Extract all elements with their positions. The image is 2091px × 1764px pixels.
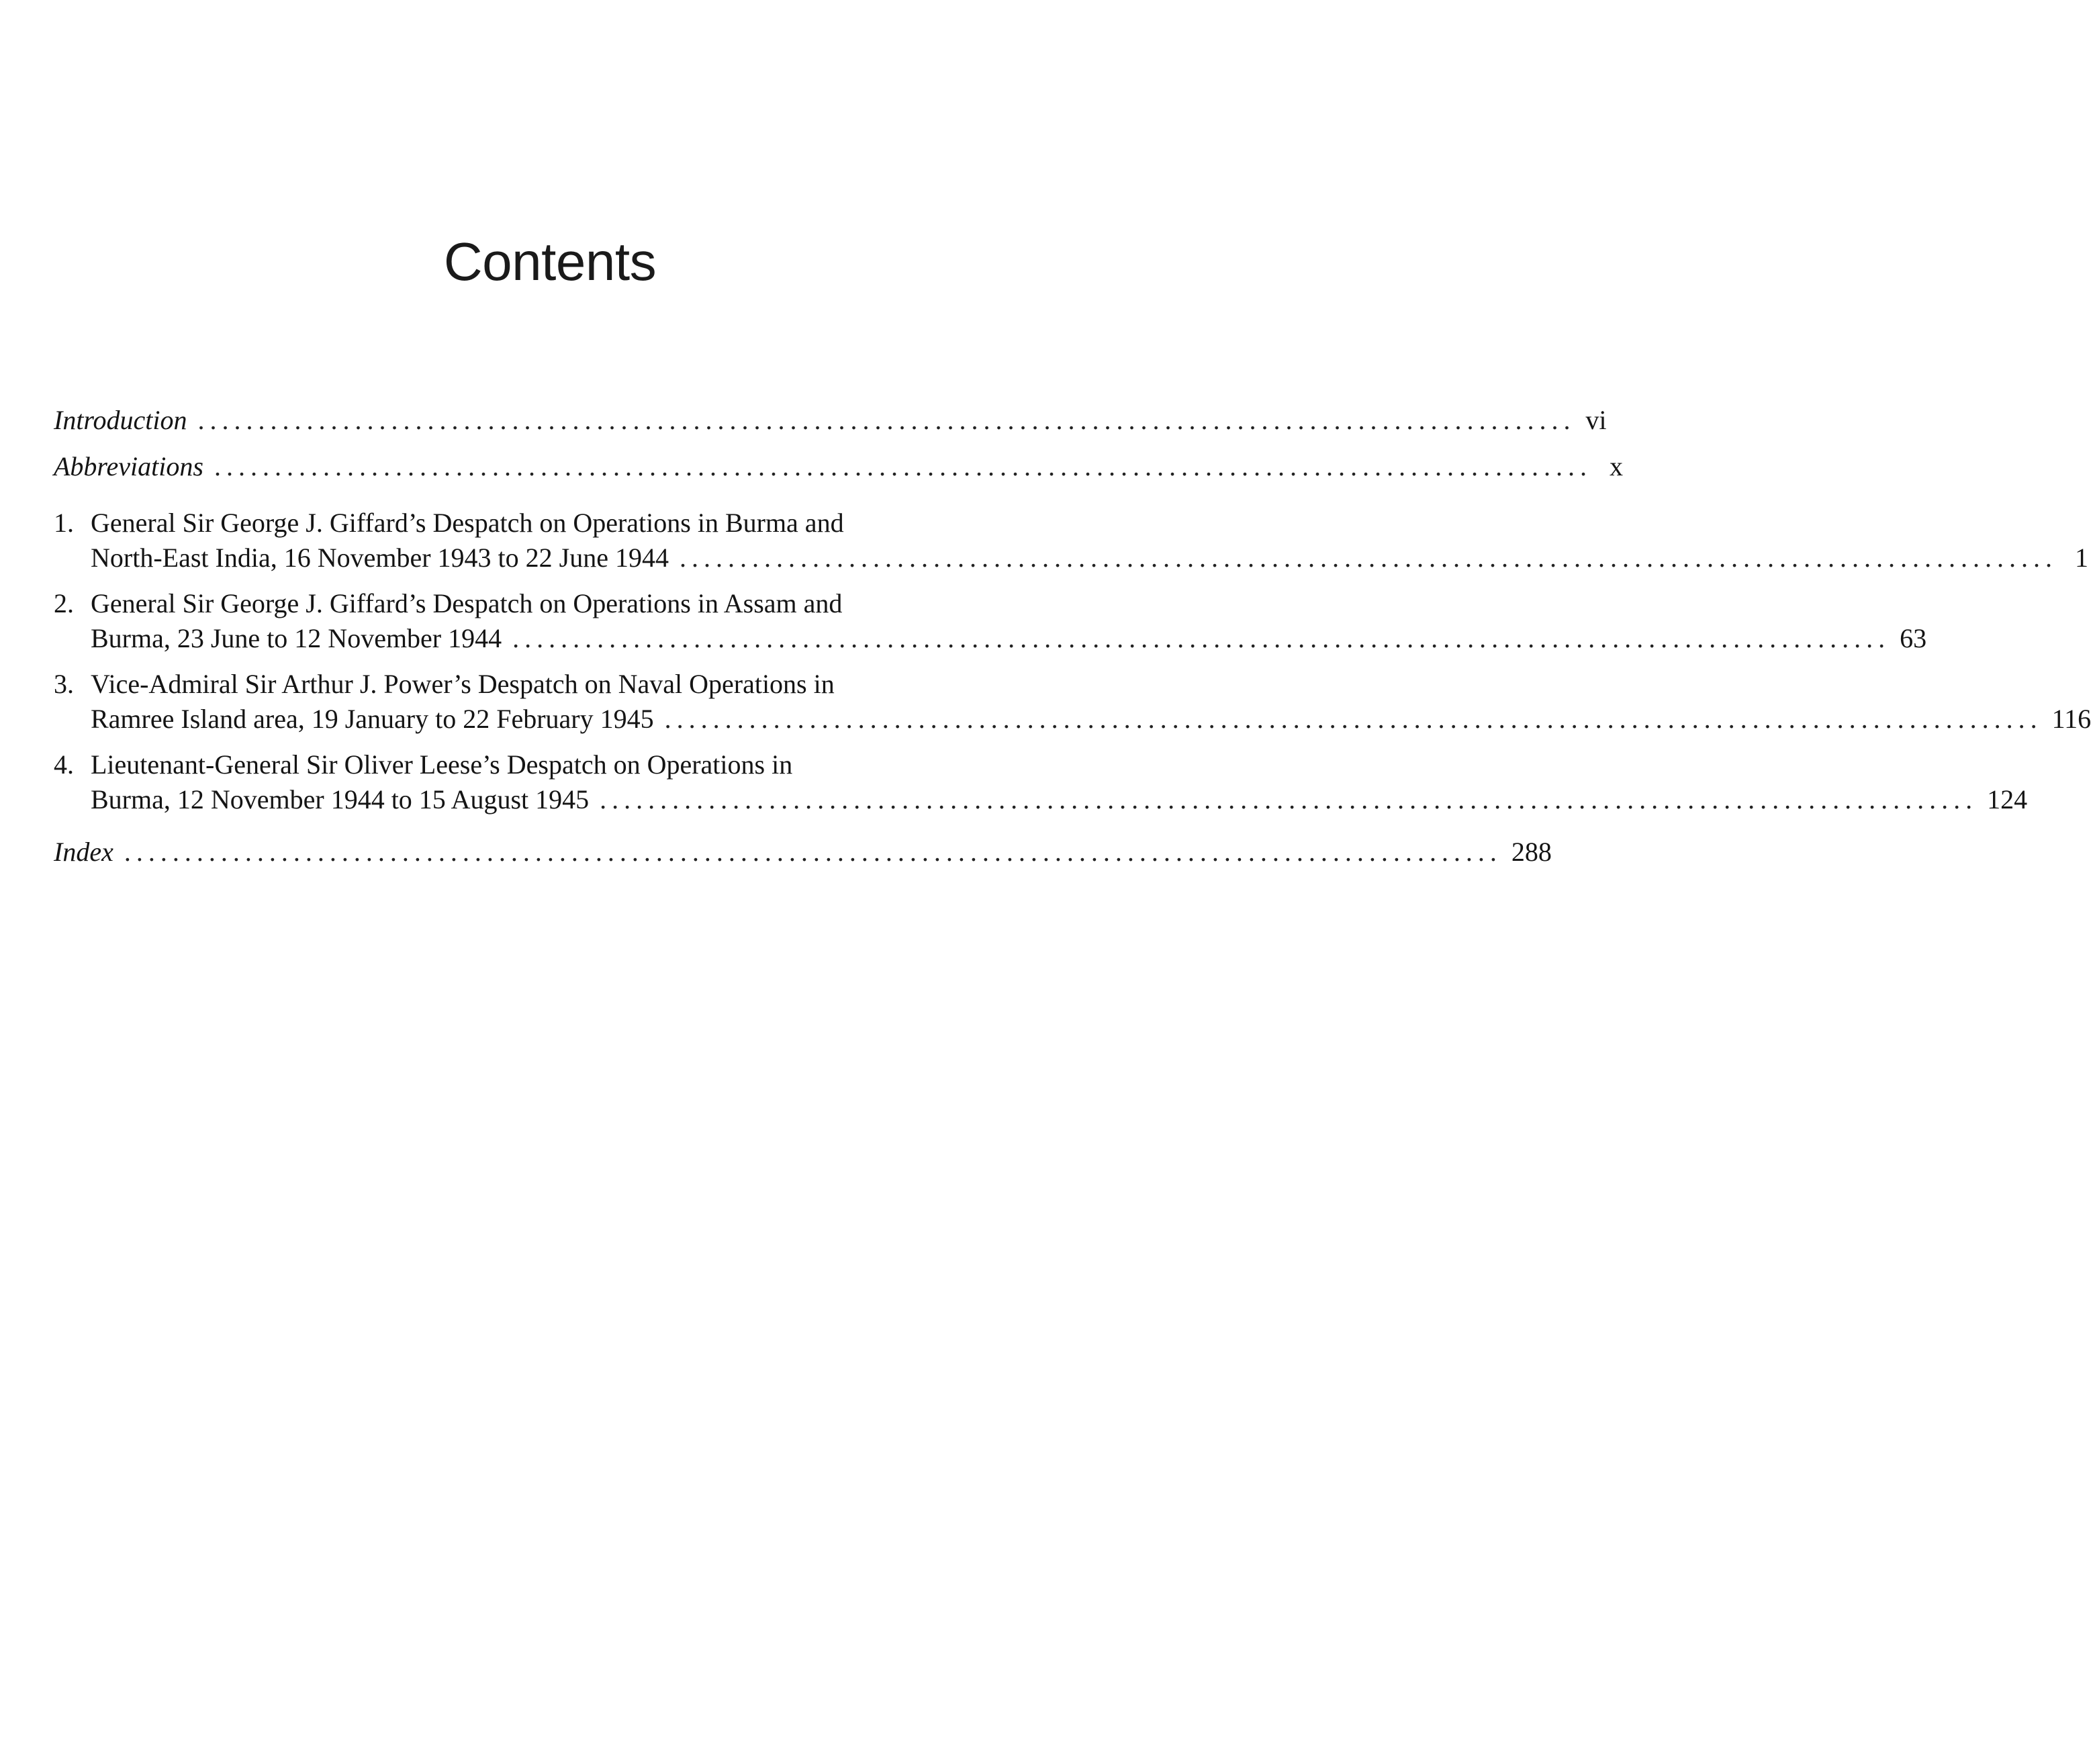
dot-leader: .................................................................................................................. [512,623,1891,653]
page-title: Contents [443,232,657,291]
toc-page-number: 124 [1987,784,2028,815]
toc-entry-chapter-3[interactable] [54,667,2091,737]
toc-entry-title-line: Lieutenant-General Sir Oliver Leese’s Despatch on Operations in [91,749,793,780]
toc-page-number: 288 [1511,837,1552,867]
toc-entry-title-line: Burma, 12 November 1944 to 15 August 1945 [91,784,590,815]
table-of-contents [54,403,2091,881]
chapter-number: 2. [54,588,74,618]
toc-entry-introduction[interactable] [54,403,1607,438]
toc-entry-title-line: Vice-Admiral Sir Arthur J. Power’s Despatch on Naval Operations in [91,669,835,699]
toc-entry-chapter-4[interactable] [54,747,2028,817]
chapter-number: 1. [54,508,74,538]
toc-entry-chapter-2[interactable] [54,586,1927,656]
dot-leader: .................................................................................................................. [679,543,2057,573]
toc-page-number: x [1609,451,1623,481]
toc-page-number: 116 [2051,704,2091,734]
dot-leader: .................................................................................................................. [664,704,2043,734]
toc-entry-abbreviations[interactable] [54,449,1623,484]
toc-page-number: 63 [1900,623,1927,653]
toc-page-number: 1 [2074,543,2088,573]
toc-entry-title-line: General Sir George J. Giffard’s Despatch on Operations in Assam and [91,588,843,618]
toc-entry-title: Abbreviations [54,451,203,481]
chapter-number: 3. [54,669,74,699]
toc-page-number: vi [1585,405,1607,435]
dot-leader: .................................................................................................................. [197,405,1576,435]
chapter-number: 4. [54,749,74,780]
dot-leader: .................................................................................................................. [600,784,1978,815]
toc-entry-title-line: North-East India, 16 November 1943 to 22 June 1944 [91,543,669,573]
dot-leader: .................................................................................................................. [124,837,1502,867]
toc-entry-title: Index [54,837,113,867]
dot-leader: .................................................................................................................. [214,451,1592,481]
toc-entry-chapter-1[interactable] [54,506,2088,575]
toc-entry-title-line: Ramree Island area, 19 January to 22 February 1945 [91,704,654,734]
toc-entry-index[interactable] [54,835,1552,870]
toc-entry-title-line: Burma, 23 June to 12 November 1944 [91,623,502,653]
toc-entry-title: Introduction [54,405,187,435]
toc-entry-title-line: General Sir George J. Giffard’s Despatch on Operations in Burma and [91,508,844,538]
